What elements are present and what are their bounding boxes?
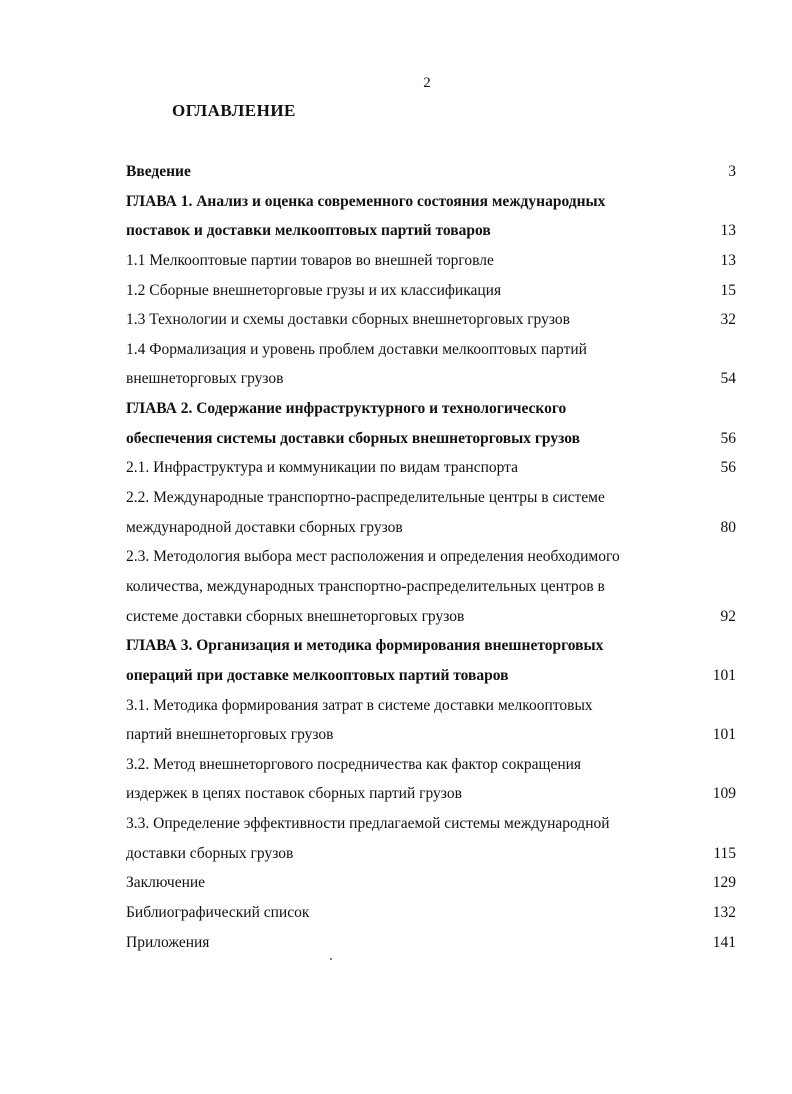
toc-entry-line (126, 898, 736, 928)
toc-entry-line (126, 750, 736, 780)
toc-entry-line (126, 809, 736, 839)
table-of-contents (126, 157, 736, 957)
toc-entry-text: 2.1. Инфраструктура и коммуникации по видам транспорта (126, 459, 519, 477)
toc-page-number: 13 (720, 222, 736, 240)
toc-entry-line (126, 453, 736, 483)
toc-entry-line (126, 572, 736, 602)
toc-page-number: 54 (720, 370, 736, 388)
toc-entry-line (126, 631, 736, 661)
toc-entry-text: 1.3 Технологии и схемы доставки сборных внешнеторговых грузов (126, 311, 570, 329)
toc-entry-text: операций при доставке мелкооптовых партий товаров (126, 666, 509, 684)
toc-entry-text: 1.1 Мелкооптовые партии товаров во внешней торговле (126, 251, 494, 269)
toc-entry-line (126, 779, 736, 809)
toc-entry-text: поставок и доставки мелкооптовых партий товаров (126, 222, 491, 240)
toc-entry-text: 2.3. Методология выбора мест расположения и определения необходимого (126, 548, 620, 566)
toc-entry-text: 3.3. Определение эффективности предлагаемой системы международной (126, 815, 610, 833)
toc-entry-line (126, 602, 736, 632)
toc-page-number: 56 (720, 459, 736, 477)
toc-entry-line (126, 216, 736, 246)
toc-entry-text: партий внешнеторговых грузов (126, 726, 334, 744)
toc-entry-text: системе доставки сборных внешнеторговых грузов (126, 607, 465, 625)
toc-entry-text: Заключение (126, 874, 206, 892)
toc-page-number: 15 (720, 281, 736, 299)
toc-entry-text: Приложения (126, 933, 210, 951)
toc-page-number: 3 (728, 163, 736, 180)
toc-entry-line (126, 483, 736, 513)
toc-entry-text: международной доставки сборных грузов (126, 518, 403, 536)
page-number: 2 (423, 75, 431, 91)
toc-entry-line (126, 542, 736, 572)
toc-entry-text: 3.1. Методика формирования затрат в системе доставки мелкооптовых (126, 696, 593, 714)
toc-entry-line (126, 276, 736, 306)
toc-entry-text: 3.2. Метод внешнеторгового посредничества как фактор сокращения (126, 755, 582, 773)
toc-entry-line (126, 513, 736, 543)
toc-entry-text: 1.2 Сборные внешнеторговые грузы и их классификация (126, 281, 502, 299)
toc-entry-line (126, 335, 736, 365)
toc-entry-text: количества, международных транспортно-распределительных центров в (126, 577, 605, 595)
toc-entry-text: внешнеторговых грузов (126, 370, 284, 388)
toc-entry-text: ГЛАВА 2. Содержание инфраструктурного и технологического (126, 400, 567, 418)
toc-entry-line (126, 394, 736, 424)
toc-entry-line (126, 305, 736, 335)
toc-page-number: 109 (712, 785, 736, 803)
toc-entry-text: ГЛАВА 1. Анализ и оценка современного состояния международных (126, 192, 606, 210)
toc-entry-line (126, 868, 736, 898)
toc-entry-text: издержек в цепях поставок сборных партий грузов (126, 785, 462, 803)
scan-speck (330, 958, 332, 960)
toc-entry-line (126, 691, 736, 721)
toc-entry-line (126, 424, 736, 454)
toc-entry-line (126, 720, 736, 750)
toc-page-number: 129 (712, 874, 736, 892)
toc-entry-line (126, 157, 736, 187)
toc-entry-line (126, 661, 736, 691)
toc-page-number: 141 (712, 933, 736, 951)
toc-page-number: 101 (712, 726, 736, 744)
toc-entry-line (126, 246, 736, 276)
toc-entry-text: доставки сборных грузов (126, 844, 294, 862)
toc-page-number: 115 (713, 844, 736, 862)
toc-page-number: 13 (720, 251, 736, 269)
toc-page-number: 56 (720, 429, 736, 447)
toc-entry-line (126, 839, 736, 869)
toc-entry-text: Библиографический список (126, 904, 310, 922)
toc-entry-text: 2.2. Международные транспортно-распределительные центры в системе (126, 489, 605, 507)
toc-entry-text: обеспечения системы доставки сборных внешнеторговых грузов (126, 429, 580, 447)
toc-title: ОГЛАВЛЕНИЕ (172, 101, 296, 120)
toc-entry-text: ГЛАВА 3. Организация и методика формирования внешнеторговых (126, 637, 604, 655)
toc-entry-text: Введение (126, 163, 191, 180)
toc-entry-text: 1.4 Формализация и уровень проблем доставки мелкооптовых партий (126, 340, 587, 358)
toc-entry-line (126, 187, 736, 217)
toc-page-number: 92 (720, 607, 736, 625)
toc-page-number: 80 (720, 518, 736, 536)
toc-entry-line (126, 364, 736, 394)
toc-page-number: 32 (720, 311, 736, 329)
toc-page-number: 132 (712, 904, 736, 922)
toc-entry-line (126, 928, 736, 958)
toc-page-number: 101 (712, 666, 736, 684)
